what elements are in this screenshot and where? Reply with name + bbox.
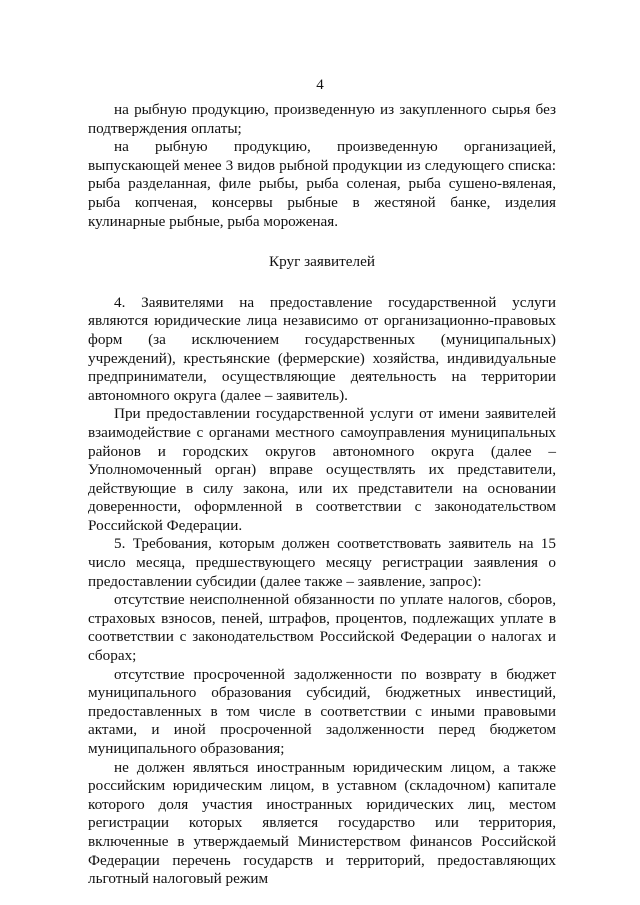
page-number: 4 [316,77,324,93]
paragraph-applicants: 4. Заявителями на предоставление государственной услуги являются юридические лица независимо от организационно-правовых форм (за исключением государственных (муниципальных) учреждений), крестьянские (фермерские) хозяйства, индивидуальные предприниматели, осуществляющие деятельность на территории автономного округа (далее – заявитель). [88,293,556,404]
paragraph-not-foreign-entity: не должен являться иностранным юридическим лицом, а также российским юридическим лицом, в уставном (складочном) капитале которого доля участия иностранных юридических лиц, местом регистрации которых является государство или территория, включенные в утверждаемый Министерством финансов Российской Федерации перечень государств и территорий, предоставляющих льготный налоговый режим [88,758,556,888]
section-heading: Круг заявителей [269,253,375,271]
paragraph-no-overdue-debt: отсутствие просроченной задолженности по возврату в бюджет муниципального образования субсидий, бюджетных инвестиций, предоставленных в том числе в соответствии с иными правовыми актами, и иной просроченной задолженности перед бюджетом муниципального образования; [88,665,556,757]
paragraph-representatives: При предоставлении государственной услуги от имени заявителей взаимодействие с органами местного самоуправления муниципальных районов и городских округов автономного округа (далее – Уполномоченный орган) вправе осуществлять их представители, действующие в силу закона, или их представители на основании доверенности, оформленной в соответствии с законодательством Российской Федерации. [88,405,556,534]
paragraph-purchased-raw-materials: на рыбную продукцию, произведенную из закупленного сырья без подтверждения оплаты; [88,101,556,137]
paragraph-no-tax-debt: отсутствие неисполненной обязанности по уплате налогов, сборов, страховых взносов, пеней, штрафов, процентов, подлежащих уплате в соответствии с законодательством Российской Федерации о налогах и сборах; [88,591,556,665]
paragraph-requirements: 5. Требования, которым должен соответствовать заявитель на 15 число месяца, предшествующего месяцу регистрации заявления о предоставлении субсидии (далее также – заявление, запрос): [88,535,556,590]
paragraph-fish-products-list: на рыбную продукцию, произведенную организацией, выпускающей менее 3 видов рыбной продукции из следующего списка: рыба разделанная, филе рыбы, рыба соленая, рыба сушено-вяленая, рыба копченая, консервы рыбные в жестяной банке, изделия кулинарные рыбные, рыба мороженая. [88,138,556,230]
document-body [88,101,556,889]
